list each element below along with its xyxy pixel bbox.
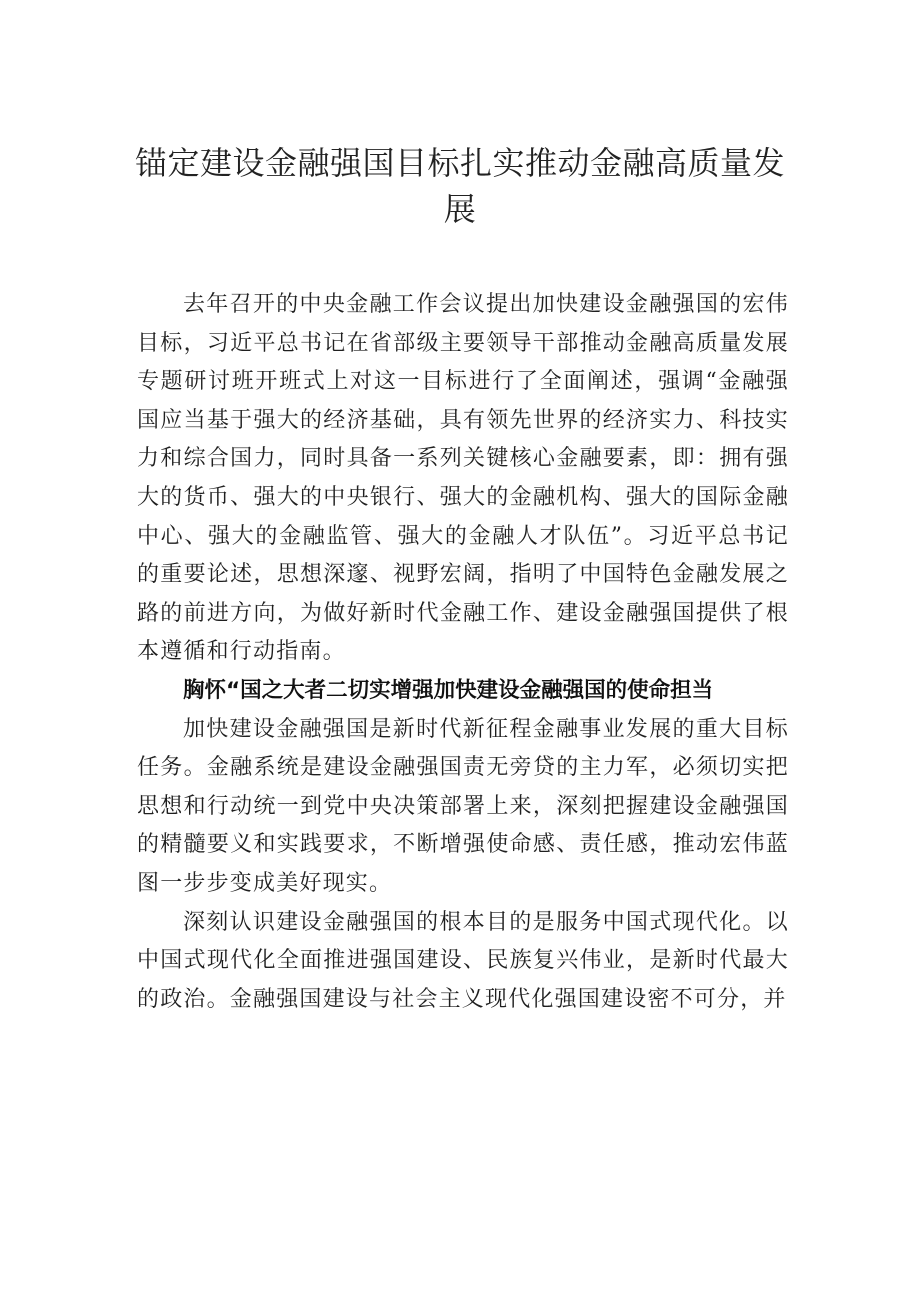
document-title: 锚定建设金融强国目标扎实推动金融高质量发展 (134, 144, 785, 228)
paragraph-intro: 去年召开的中央金融工作会议提出加快建设金融强国的宏伟目标，习近平总书记在省部级主要领导干部推动金融高质量发展专题研讨班开班式上对这一目标进行了全面阐述，强调“金融强国应当基于强大的经济基础，具有领先世界的经济实力、科技实力和综合国力，同时具备一系列关键核心金融要素，即：拥有强大的货币、强大的中央银行、强大的金融机构、强大的国际金融中心、强大的金融监管、强大的金融人才队伍”。习近平总书记的重要论述，思想深邃、视野宏阔，指明了中国特色金融发展之路的前进方向，为做好新时代金融工作、建设金融强国提供了根本遵循和行动指南。 (137, 292, 789, 665)
section-heading: 胸怀“国之大者二切实增强加快建设金融强国的使命担当 (183, 677, 714, 703)
paragraph-purpose: 深刻认识建设金融强国的根本目的是服务中国式现代化。以中国式现代化全面推进强国建设、民族复兴伟业，是新时代最大的政治。金融强国建设与社会主义现代化强国建设密不可分，并 (137, 909, 789, 1012)
paragraph-mission: 加快建设金融强国是新时代新征程金融事业发展的重大目标任务。金融系统是建设金融强国责无旁贷的主力军，必须切实把思想和行动统一到党中央决策部署上来，深刻把握建设金融强国的精髓要义和实践要求，不断增强使命感、责任感，推动宏伟蓝图一步步变成美好现实。 (137, 716, 789, 896)
document-body (137, 286, 789, 1019)
